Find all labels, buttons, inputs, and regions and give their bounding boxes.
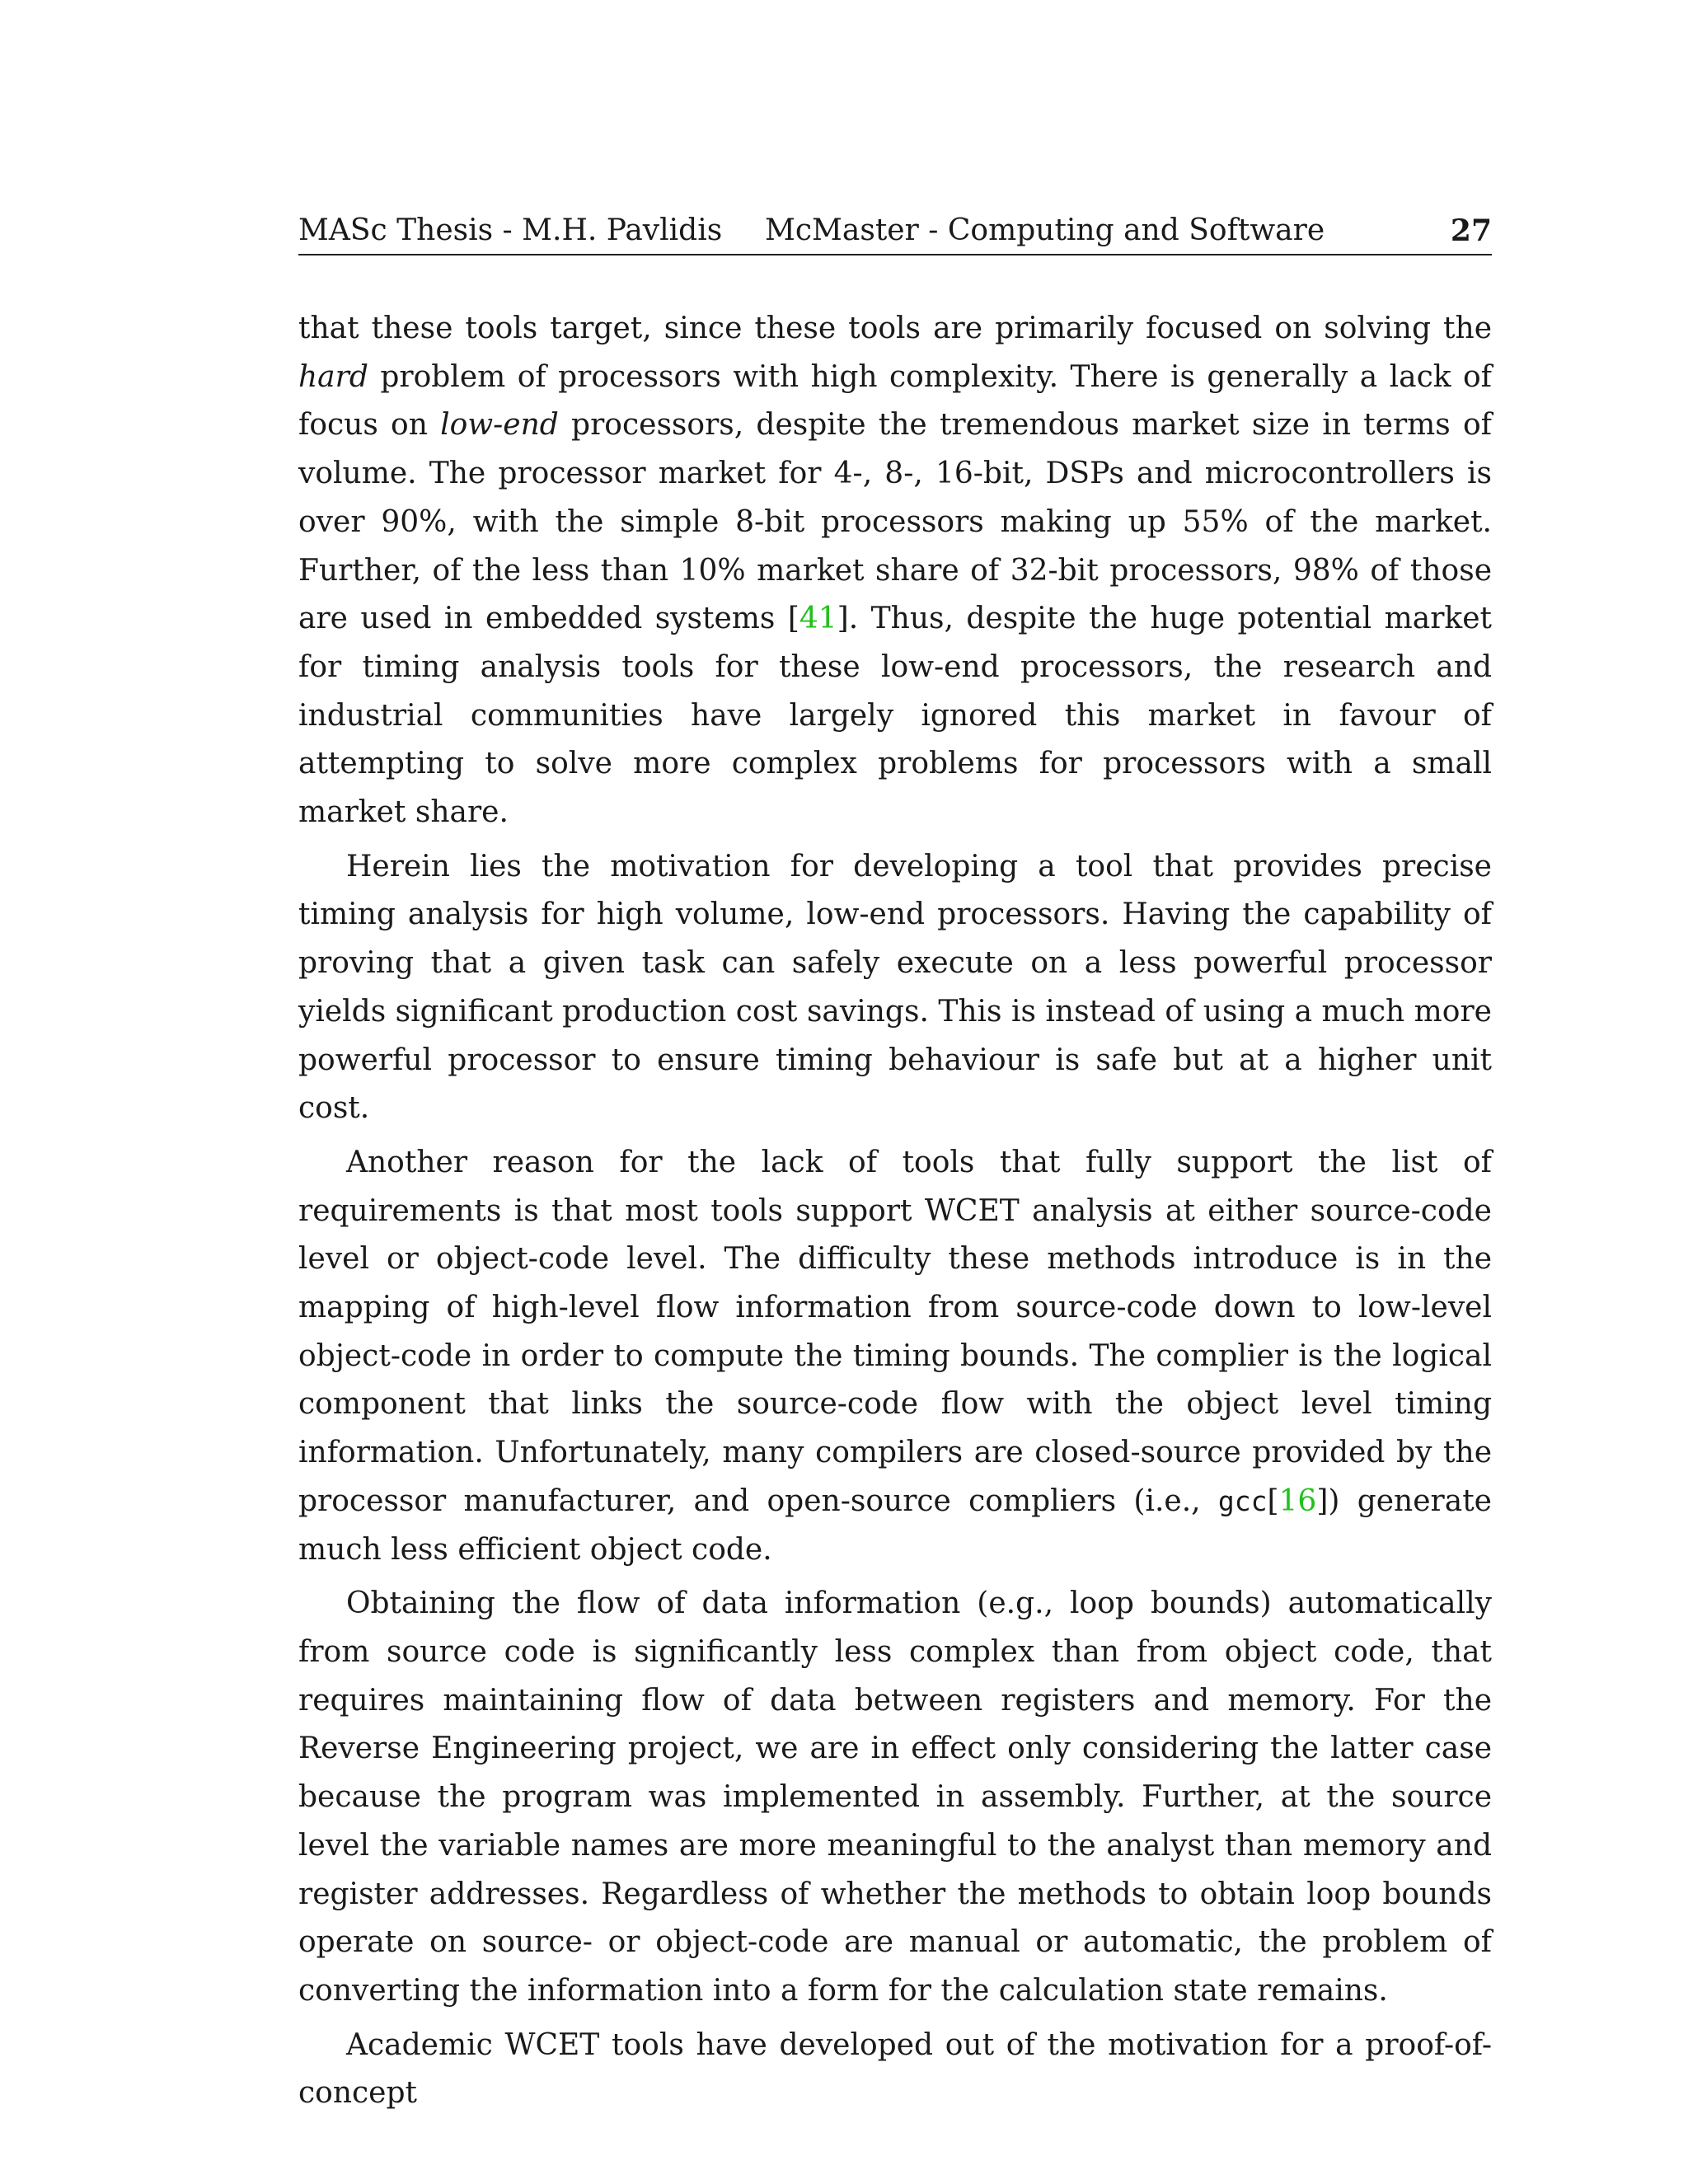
paragraph-text: Another reason for the lack of tools that fully support the list of requirements is that most tools support WCET analysis at either source-code level or object-code level. The difficulty these methods introduce is in the mapping of high-level flow information from source-code down to low-level object-code in order to compute the timing bounds. The complier is the logical component that links the source-code flow with the object level timing information. Unfortunately, many compilers are closed-source provided by the processor manufacturer, and open-source compliers (i.e., (298, 1145, 1492, 1518)
paragraph-text: Thus, despite the huge potential market for timing analysis tools for these low-end processors, the research and industrial communities have largely ignored this market in favour of attempting to solve more complex problems for processors with a small market share. (298, 602, 1492, 830)
citation-link-41[interactable]: 41 (799, 602, 837, 636)
paragraph-tool-limitations (298, 1139, 1492, 1574)
page-header (298, 208, 1492, 255)
paragraph-text: problem of processors with high complexity. There is generally a lack of focus on (298, 359, 1492, 443)
emphasis-hard: hard (298, 359, 368, 394)
running-header-author: MASc Thesis - M.H. Pavlidis (298, 213, 723, 247)
page-number: 27 (1450, 213, 1492, 248)
paragraph-market-focus (298, 305, 1492, 837)
code-gcc: gcc (1217, 1484, 1268, 1517)
emphasis-low-end: low-end (440, 408, 559, 443)
running-header-department: McMaster - Computing and Software (765, 213, 1325, 247)
citation-link-16[interactable]: 16 (1278, 1483, 1317, 1518)
page-body (298, 305, 1492, 2124)
citation-bracket-open: [ (1267, 1483, 1279, 1518)
citation-bracket-open: [ (787, 602, 799, 636)
paragraph-flow-information: Obtaining the flow of data information (e.g., loop bounds) automatically from source code is significantly less complex than from object code, that requires maintaining flow of data between registers and memory. For the Reverse Engineering project, we are in effect only considering the latter case because the program was implemented in assembly. Further, at the source level the variable names are more meaningful to the analyst than memory and register addresses. Regardless of whether the methods to obtain loop bounds operate on source- or object-code are manual or automatic, the problem of converting the information into a form for the calculation state remains. (298, 1586, 1492, 2008)
paragraph-academic-tools: Academic WCET tools have developed out of the motivation for a proof-of-concept (298, 2027, 1492, 2111)
paragraph-text: processors, despite the tremendous market size in terms of volume. The processor market for 4-, 8-, 16-bit, DSPs and microcontrollers is over 90%, with the simple 8-bit processors making up 55% of the market. Further, of the less than 10% market share of 32-bit processors, 98% of those are used in embedded systems (298, 408, 1492, 636)
paragraph-text: generate much less efficient object code. (298, 1483, 1492, 1567)
citation-bracket-close: ]. (837, 602, 859, 636)
paragraph-text: that these tools target, since these tools are primarily focused on solving the (298, 312, 1492, 345)
paragraph-motivation: Herein lies the motivation for developing a tool that provides precise timing analysis for high volume, low-end processors. Having the capability of proving that a given task can safely execute on a less powerful processor yields significant production cost savings. This is instead of using a much more powerful processor to ensure timing behaviour is safe but at a higher unit cost. (298, 849, 1492, 1126)
citation-bracket-close: ]) (1316, 1483, 1340, 1518)
